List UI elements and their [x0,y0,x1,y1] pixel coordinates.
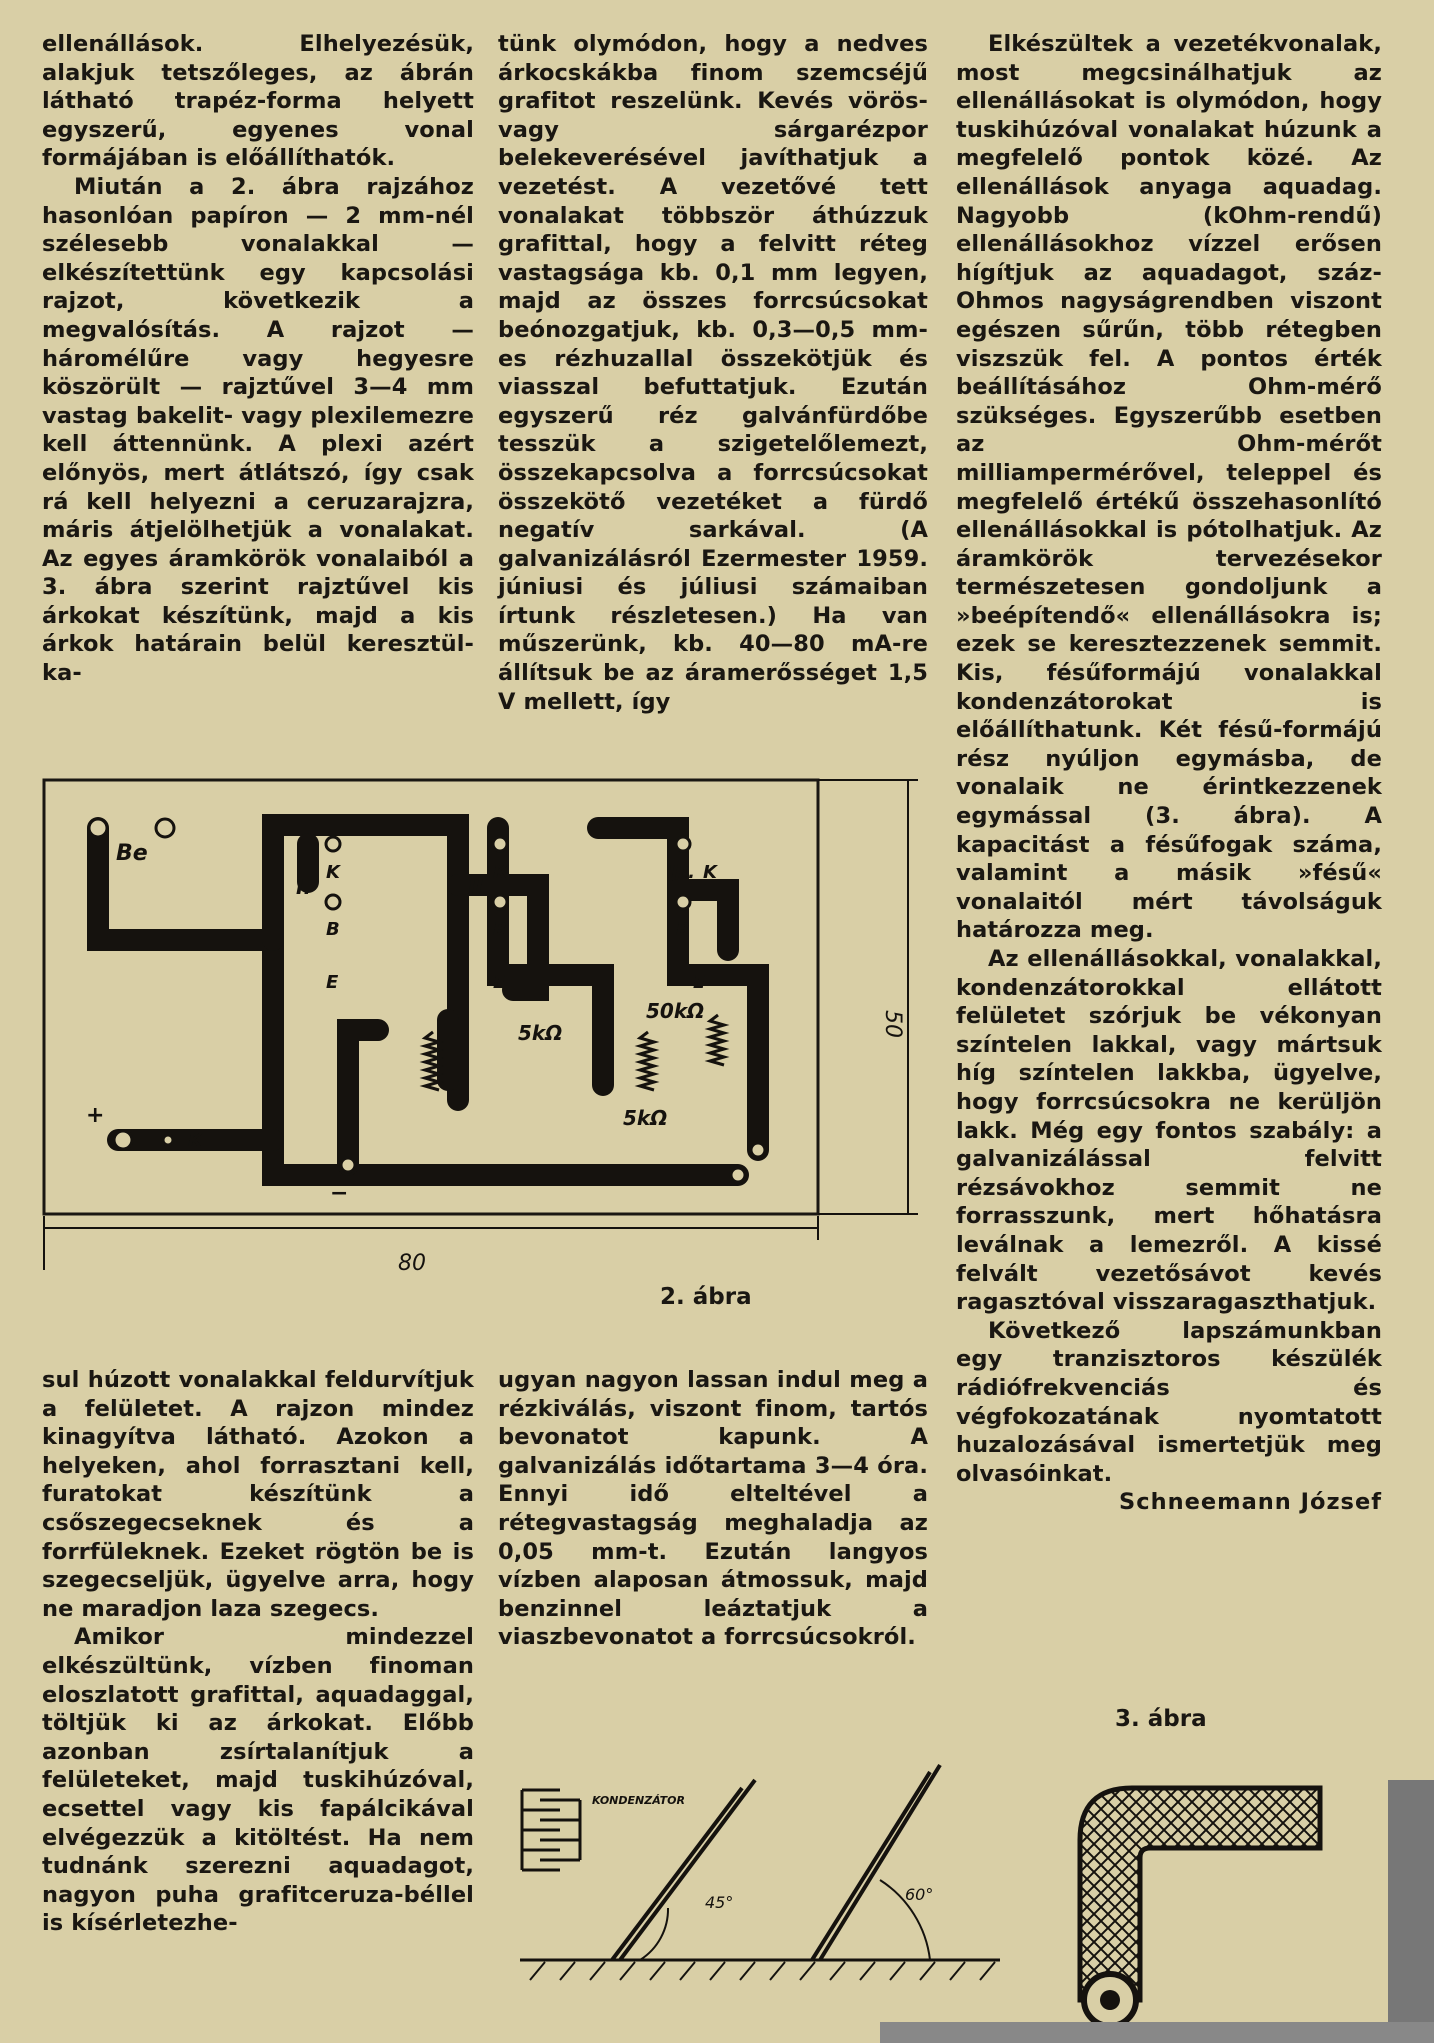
figure-labels [86,841,719,1206]
pad [326,895,340,909]
label-stage-ii: II [468,875,483,899]
label-angle-45: 45° [705,1893,734,1912]
label-k: K [188,1130,202,1151]
resistor-5k-1 [425,1032,439,1090]
paragraph: ellenállások. Elhelyezésük, alakjuk tetszőleges, az ábrán látható trapéz-forma helyett egyszerű, egyenes vonal formájában is előállíthatók. [42,31,474,172]
comb-left [522,1790,560,1870]
hatch [530,1962,995,1980]
label-k: K [493,862,507,883]
text-column-4 [42,1366,474,1938]
paragraph: Következő lapszámunkban egy tranzisztoros készülék rádiófrekvenciás és végfokozatának nyomtatott huzalozásával ismertetjük meg olvasóinkat. [956,1317,1382,1487]
pad [493,895,507,909]
pad [731,1168,745,1182]
resistors [425,1015,724,1090]
resistor-5k-2 [640,1032,654,1090]
capacitor-comb [522,1790,580,1870]
paragraph: Amikor mindezzel elkészültünk, vízben finoman eloszlatott grafittal, aquadaggal, töltjük ki az árkokat. Előbb azonban zsírtalanítjuk a felületeket, majd tuskihúzóval, ecsettel vagy kis fapálcikával elvégezzük a kitöltést. Ha nem tudnánk szerezni aquadagot, nagyon puha grafitceruza-béllel is kísérletezhe- [42,1624,474,1937]
pad [326,837,340,851]
label-e: E [493,972,506,993]
label-kondenzator: KONDENZÁTOR [592,1794,685,1807]
label-b: B [676,919,690,940]
pad [156,819,174,837]
pad [676,895,690,909]
text-column-3 [956,30,1382,1517]
label-stage-iii: III. [668,862,695,883]
pad [114,1131,132,1149]
text-column-2 [498,30,928,716]
page-edge-strip [880,2022,1434,2043]
trace-7 [348,1030,378,1165]
paragraph: ugyan nagyon lassan indul meg a rézkiválás, viszont finom, tartós bevonatot kapunk. A galvanizálás időtartama 3—4 óra. Ennyi idő elteltével a rétegvastagság meghaladja az 0,05 mm-t. Ezután langyos vízben alaposan átmossuk, majd benzinnel leáztatjuk a viaszbevonatot a forrcsúcsokról. [498,1367,928,1651]
text-column-1 [42,30,474,688]
label-stage-i: I. [296,875,312,899]
dimension-width-label: 80 [398,1251,426,1276]
label-b: B [493,919,507,940]
hatched-trace-hole [1100,1990,1120,2010]
label-resistor-5k: 5kΩ [623,1106,668,1130]
label-k: K [703,862,717,883]
label-angle-60: 60° [905,1885,934,1904]
label-k: K [326,862,340,883]
stylus-60-edge [812,1772,930,1960]
label-resistor-5k: 5kΩ [518,1021,563,1045]
paragraph: sul húzott vonalakkal feldurvítjuk a felületet. A rajzon mindez kinagyítva látható. Azokon a helyeken, ahol forrasztani kell, furatokat készítünk a csőszegecseknek és a forrfüleknek. Ezeket rögtön be is szegecseljük, ügyelve arra, hogy ne maradjon laza szegecs. [42,1367,474,1622]
pad [751,1143,765,1157]
resistor-50k [710,1015,724,1065]
label-b: B [326,919,340,940]
surface-hatching [530,1962,995,1980]
label-minus: − [330,1181,349,1206]
stylus-45 [620,1780,755,1960]
paragraph: Miután a 2. ábra rajzához hasonlóan papíron — 2 mm-nél szélesebb vonalakkal — elkészítettünk egy kapcsolási rajzot, következik a megvalósítás. A rajzot — háromélűre vagy hegyesre köszörült — rajztűvel 3—4 mm vastag bakelit- vagy plexilemezre kell áttennünk. A plexi azért előnyös, mert átlátszó, így csak rá kell helyezni a ceruzarajzra, máris átjelölhetjük a vonalakat. Az egyes áramkörök vonalaiból a 3. ábra szerint rajztűvel kis árkokat készítünk, majd a kis árkok határain belül keresztül-ka- [42,173,474,687]
figure-3-illustration [520,1760,1434,2043]
pad [341,1158,355,1172]
dimension-lines [44,780,918,1270]
figure-2-circuit-layout [38,770,928,1290]
figure-3-caption: 3. ábra [1115,1706,1207,1732]
author-signature: Schneemann József [1119,1489,1382,1516]
paragraph: Elkészültek a vezetékvonalak, most megcsinálhatjuk az ellenállásokat is olymódon, hogy tuskihúzóval vonalakat húzunk a megfelelő pontok közé. Az ellenállások anyaga aquadag. Nagyobb (kOhm-rendű) ellenállásokhoz vízzel erősen hígítjuk az aquadagot, száz-Ohmos nagyságrendben viszont egészen sűrűn, több rétegben viszszük fel. A pontos érték beállításához Ohm-mérő szükséges. Egyszerűbb esetben az Ohm-mérőt milliampermérővel, teleppel és megfelelő értékű összehasonlító ellenállásokkal is pótolhatjuk. Az áramkörök tervezésekor természetesen gondoljunk a »beépítendő« ellenállásokra is; ezek se keresztezzenek semmit. Kis, fésűformájú vonalakkal kondenzátorokat is előállíthatunk. Két fésű-formájú rész nyúljon egymásba, de vonalaik ne érintkezzenek egymással (3. ábra). A kapacitást a fésűfogak száma, valamint a másik »fésű« vonalaitól mért távolságuk határozza meg. [956,31,1382,944]
pad [493,837,507,851]
label-e: E [326,972,339,993]
label-plus: + [86,1103,105,1128]
dimension-height-label: 50 [880,1010,905,1038]
label-resistor-50k: 50kΩ [646,999,705,1023]
page-edge-shadow [1388,1780,1434,2043]
text-column-5 [498,1366,928,1652]
pad [163,1135,173,1145]
hatched-trace-elbow [1080,1788,1320,2000]
paragraph: tünk olymódon, hogy a nedves árkocskákba finom szemcséjű grafitot reszelünk. Kevés vörös- vagy sárgarézpor belekeverésével javíthatjuk a vezetést. A vezetővé tett vonalakat többször áthúzzuk grafittal, hogy a felvitt réteg vastagsága kb. 0,1 mm legyen, majd az összes forrcsúcsokat beónozgatjuk, kb. 0,3—0,5 mm-es rézhuzallal összekötjük és viasszal befuttatjuk. Ezután egyszerű réz galvánfürdőbe tesszük a szigetelőlemezt, összekapcsolva a forrcsúcsokat összekötő vezetéket a fürdő negatív sarkával. (A galvanizálásról Ezermester 1959. júniusi és júliusi számaiban írtunk részletesen.) Ha van műszerünk, kb. 40—80 mA-re állítsuk be az áramerősséget 1,5 V mellett, így [498,31,928,715]
figure-2-caption: 2. ábra [660,1284,752,1310]
paragraph: Az ellenállásokkal, vonalakkal, kondenzátorokkal ellátott felületet szórjuk be vékonyan színtelen lakkal, vagy mártsuk híg színtelen lakkba, ügyelve, hogy forrcsúcsokra ne kerüljön lakk. Még egy fontos szabály: a galvanizálással felvitt rézsávokhoz semmit ne forrasszunk, mert hőhatásra leválnak a lemezről. A kissé felvált vezetősávot kevés ragasztóval visszaragaszthatjuk. [956,946,1382,1316]
pad [89,819,107,837]
pad [676,837,690,851]
label-be: Be [116,841,148,866]
stylus-45-edge [612,1788,742,1960]
label-e: E [693,972,706,993]
trace-4 [498,828,603,1085]
